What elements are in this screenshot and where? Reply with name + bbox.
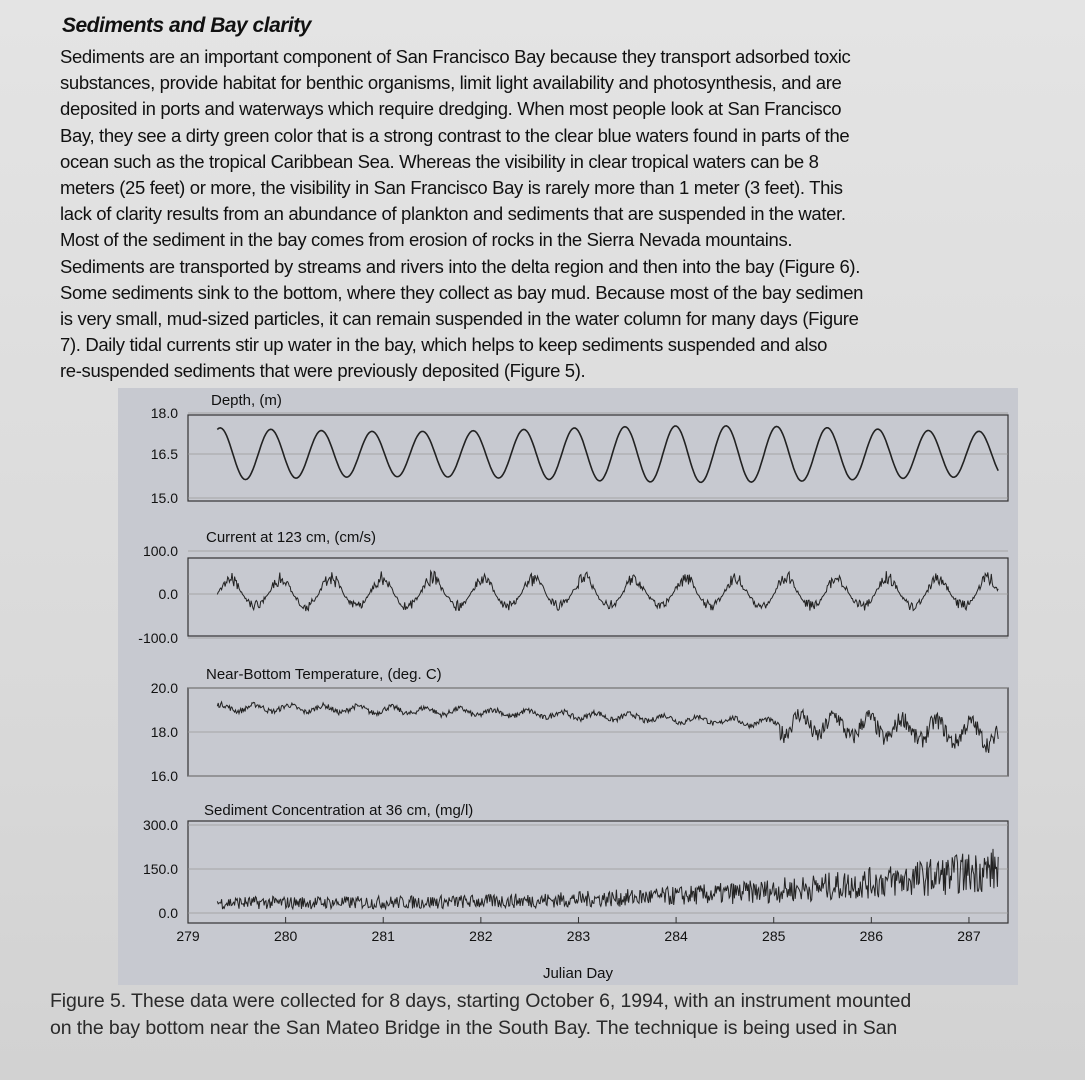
y-tick-label: 15.0 xyxy=(150,490,178,506)
paragraph-line: is very small, mud-sized particles, it can remain suspended in the water column for many days (Figure xyxy=(60,308,859,330)
x-tick-label: 280 xyxy=(273,928,298,944)
y-tick-label: 16.0 xyxy=(150,768,178,784)
figure-caption xyxy=(50,988,1075,1042)
panel-frame xyxy=(188,415,1008,501)
y-tick-label: 20.0 xyxy=(150,680,178,696)
paragraph-line: substances, provide habitat for benthic organisms, limit light availability and photosynthesis, and are xyxy=(60,72,842,94)
paragraph-line: Some sediments sink to the bottom, where they collect as bay mud. Because most of the bay sedimen xyxy=(60,281,864,303)
panel-title: Depth, (m) xyxy=(211,392,282,409)
caption-line: Figure 5. These data were collected for 8 days, starting October 6, 1994, with an instrument mounted xyxy=(50,990,912,1012)
y-tick-label: -100.0 xyxy=(138,630,178,646)
y-tick-label: 0.0 xyxy=(158,905,178,921)
panel-title: Near-Bottom Temperature, (deg. C) xyxy=(206,666,442,683)
paragraph-line: meters (25 feet) or more, the visibility in San Francisco Bay is rarely more than 1 meter (3 feet). This xyxy=(60,177,843,199)
caption-line: on the bay bottom near the San Mateo Bridge in the South Bay. The technique is being used in San xyxy=(50,1017,898,1039)
body-paragraph xyxy=(60,44,1075,385)
panel-title: Current at 123 cm, (cm/s) xyxy=(206,529,377,546)
x-tick-label: 282 xyxy=(469,928,493,944)
panel-title: Sediment Concentration at 36 cm, (mg/l) xyxy=(204,802,474,819)
y-tick-label: 16.5 xyxy=(150,446,178,462)
paragraph-line: Most of the sediment in the bay comes from erosion of rocks in the Sierra Nevada mountains. xyxy=(60,229,793,251)
y-tick-label: 18.0 xyxy=(150,724,178,740)
chart-svg xyxy=(118,388,1018,985)
x-axis-label: Julian Day xyxy=(542,965,614,982)
x-tick-label: 279 xyxy=(176,928,200,944)
x-tick-label: 286 xyxy=(859,928,884,944)
paragraph-line: Bay, they see a dirty green color that is a strong contrast to the clear blue waters found in parts of the xyxy=(60,124,850,146)
paragraph-line: ocean such as the tropical Caribbean Sea. Whereas the visibility in clear tropical waters can be 8 xyxy=(60,150,819,172)
series-line-current xyxy=(217,571,998,611)
paragraph-line: lack of clarity results from an abundance of plankton and sediments that are suspended in the water. xyxy=(60,203,846,225)
x-tick-label: 281 xyxy=(371,928,395,944)
x-tick-label: 287 xyxy=(957,928,981,944)
x-tick-label: 283 xyxy=(566,928,591,944)
paragraph-line: 7). Daily tidal currents stir up water in the bay, which helps to keep sediments suspended and also xyxy=(60,334,828,356)
y-tick-label: 300.0 xyxy=(142,817,178,833)
series-line-temperature xyxy=(217,702,998,753)
x-tick-label: 285 xyxy=(762,928,786,944)
y-tick-label: 18.0 xyxy=(150,405,178,421)
y-tick-label: 100.0 xyxy=(142,543,178,559)
section-heading: Sediments and Bay clarity xyxy=(62,14,311,37)
figure-5-chart xyxy=(118,388,1018,985)
paragraph-line: re-suspended sediments that were previously deposited (Figure 5). xyxy=(60,360,586,382)
y-tick-label: 150.0 xyxy=(142,861,178,877)
paragraph-line: Sediments are an important component of San Francisco Bay because they transport adsorbed toxic xyxy=(60,46,851,67)
paragraph-line: deposited in ports and waterways which require dredging. When most people look at San Francisco xyxy=(60,98,842,120)
paragraph-line: Sediments are transported by streams and rivers into the delta region and then into the bay (Figure 6). xyxy=(60,255,860,277)
y-tick-label: 0.0 xyxy=(158,586,178,602)
x-tick-label: 284 xyxy=(664,928,688,944)
series-line-sediment xyxy=(217,849,998,909)
